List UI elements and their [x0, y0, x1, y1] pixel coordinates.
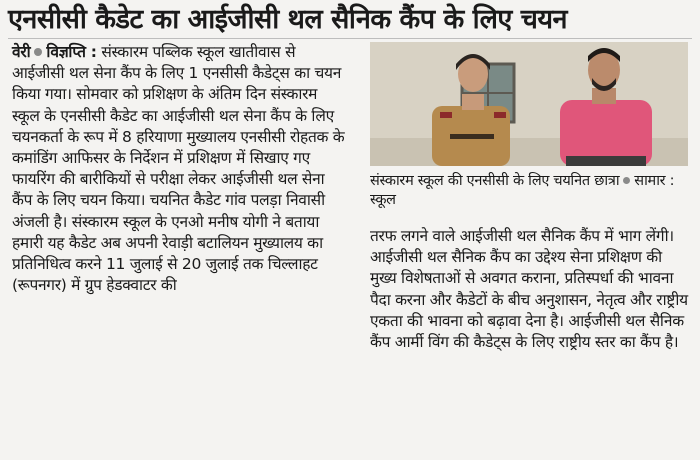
right-column: [370, 226, 692, 353]
news-photo: [370, 42, 688, 166]
caption-credit: सामार : स्कूल: [370, 173, 675, 208]
headline-rule: [8, 38, 692, 39]
photo-caption: [370, 172, 690, 210]
headline: एनसीसी कैडेट का आईजीसी थल सैनिक कैंप के लिए चयन: [8, 4, 567, 35]
left-column: [12, 42, 348, 296]
photo-icon: [370, 42, 688, 166]
left-paragraph: [12, 42, 348, 296]
dateline-separator: :: [90, 43, 97, 61]
bullet-icon: [623, 177, 630, 184]
dateline: [12, 43, 97, 61]
dateline-source: विज्ञप्ति: [46, 43, 86, 61]
article-text-left: संस्कारम पब्लिक स्कूल खातीवास से आईजीसी थल सेना कैंप के लिए 1 एनसीसी कैडेट्स का चयन किया गया। सोमवार को प्रशिक्षण के अंतिम दिन संस्कारम स्कूल के एनसीसी कैडेट का आईजीसी थल सेना कैंप के लिए चयनकर्ता के रूप में 8 हरियाणा मुख्यालय एनसीसी रोहतक के कमांडिंग आफिसर के निर्देशन में प्रशिक्षण में सिखाए गए फायरिंग की बारीकियों से परीक्षा लेकर आईजीसी थल सेना कैंप के लिए चयन किया। चयनित कैडेट गांव पलड़ा निवासी अंजली है। संस्कारम स्कूल के एनओ मनीष योगी ने बताया हमारी यह कैडेट अब अपनी रेवाड़ी बटालियन मुख्यालय का प्रतिनिधित्व करने 11 जुलाई से 20 जुलाई तक चिल्लाहट (रूपनगर) में ग्रुप हेडक्वाटर की: [12, 43, 345, 295]
article-text-right: तरफ लगने वाले आईजीसी थल सैनिक कैंप में भाग लेंगी। आईजीसी थल सैनिक कैंप का उद्देश्य सेना प्रशिक्षण की मुख्य विशेषताओं से अवगत कराना, प्रतिस्पर्धा की भावना पैदा करना और कैडेटों के बीच अनुशासन, नेतृत्व और राष्ट्रीय एकता की भावना को बढ़ावा देना है। आईजीसी थल सैनिक कैंप आर्मी विंग की कैडेट्स के लिए राष्ट्रीय स्तर का कैंप है।: [370, 227, 688, 352]
bullet-icon: [34, 48, 42, 56]
caption-text: संस्कारम स्कूल की एनसीसी के लिए चयनित छात्रा: [370, 173, 620, 189]
dateline-place: वेरी: [12, 43, 31, 61]
